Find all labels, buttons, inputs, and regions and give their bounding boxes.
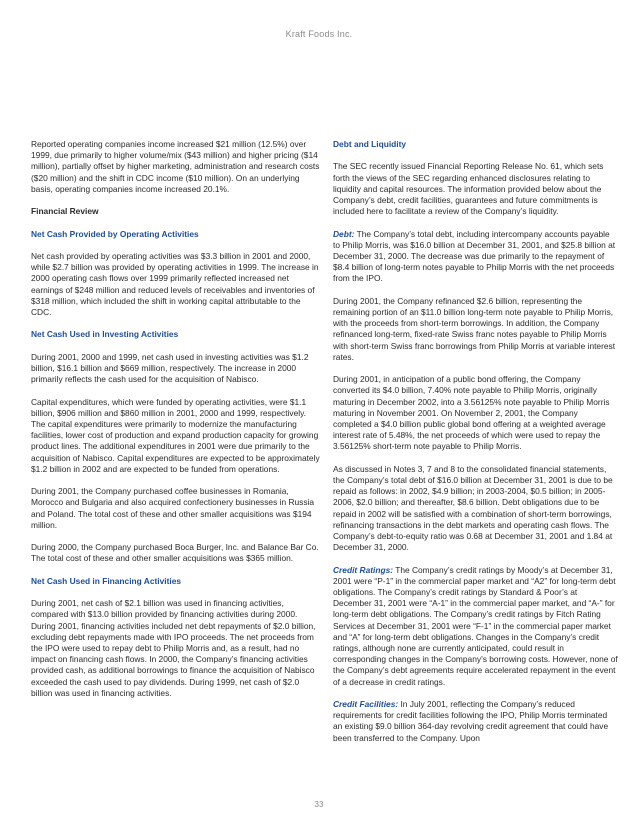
debt-lead: Debt: [333, 228, 355, 239]
paragraph-investing-1: During 2001, 2000 and 1999, net cash used in investing activities was $1.2 billion, $16.1 billion and $669 million, respectively. The increase in 2000 primarily reflects the cash used for the acquisition of Nabisco. [31, 351, 309, 385]
company-header: Kraft Foods Inc. [285, 29, 353, 39]
heading-operating-activities: Net Cash Provided by Operating Activities [31, 228, 199, 239]
paragraph-debt [333, 229, 618, 285]
heading-financing-activities: Net Cash Used in Financing Activities [31, 575, 182, 586]
credit-facilities-text: In July 2001, reflecting the Company’s reduced requirements for credit facilities following the IPO, Philip Morris terminated an existing $9.0 billion 364-day revolving credit agreement that could have been transferred to the Company. Upon [333, 699, 609, 743]
paragraph-financing-activities: During 2001, net cash of $2.1 billion was used in financing activities, compared with $13.0 billion provided by financing activities during 2000. During 2001, financing activities included net debt repayments of $2.0 billion, excluding debt repayments made with IPO proceeds. The net proceeds from the IPO were used to repay debt to Philip Morris and, as a result, had no impact on financing cash flows. In 2000, the Company’s financing activities provided cash, as additional borrowings to finance the acquisition of Nabisco exceeded the cash used to pay dividends. During 1999, net cash of $2.0 billion was used in financing activities. [31, 598, 316, 698]
paragraph-capital-expenditures: Capital expenditures, which were funded by operating activities, were $1.1 billion, $906 million and $860 million in 2001, 2000 and 1999, respectively. The capital expenditures were primarily to modernize the manufacturing facilities, lower cost of production and expand production capacity for growing product lines. The additional expenditures in 2001 were due primarily to the acquisition of Nabisco. Capital expenditures are expected to be approximately $1.2 billion in 2002 and are expected to be funded from operations. [31, 396, 320, 474]
paragraph-refinance: During 2001, the Company refinanced $2.6 billion, representing the remaining portion of an $11.0 billion long-term note payable to Philip Morris, with the proceeds from short-term borrowings. In addition, the Company refinanced long-term, fixed-rate Swiss franc notes payable to Philip Morris with short-term Swiss franc borrowings from Philip Morris at variable interest rates. [333, 295, 616, 362]
right-column [333, 139, 618, 755]
paragraph-acquisitions-2000: During 2000, the Company purchased Boca Burger, Inc. and Balance Bar Co. The total cost of these and other smaller acquisitions was $365 million. [31, 542, 319, 564]
paragraph-credit-facilities [333, 699, 618, 744]
credit-ratings-text: The Company’s credit ratings by Moody’s at December 31, 2001 were “P-1” in the commercial paper market and “A2” for long-term debt obligations. The Company’s credit ratings by Standard & Poor’s at December 31, 2001 were “A-1” in the commercial paper market, and “A-” for long-term debt obligations. The Company’s credit ratings by Fitch Rating Services at December 31, 2001 were “F-1” in the commercial paper market and “A” for long-term debt obligations. Changes in the Company’s credit ratings, although none are currently anticipated, could result in corresponding changes in the Company’s borrowing costs. However, none of the Company’s debt agreements require accelerated repayment in the event of a decrease in credit ratings. [333, 564, 618, 687]
paragraph-operating-income: Reported operating companies income increased $21 million (12.5%) over 1999, due primarily to higher volume/mix ($43 million) and higher pricing ($14 million), partially offset by higher marketing, administration and research costs ($20 million) and the shift in CDC income ($10 million). On an underlying basis, operating companies income increased 20.1%. [31, 139, 320, 194]
heading-financial-review: Financial Review [31, 206, 99, 217]
paragraph-sec-release: The SEC recently issued Financial Reporting Release No. 61, which sets forth the views of the SEC regarding enhanced disclosures relating to liquidity and capital resources. The information provided below about the Company’s debt, credit facilities, guarantees and future commitments is included here to facilitate a review of the Company’s liquidity. [333, 161, 604, 217]
paragraph-credit-ratings [333, 565, 618, 688]
credit-facilities-lead: Credit Facilities: [333, 699, 399, 710]
debt-text: The Company’s total debt, including intercompany accounts payable to Philip Morris, was $16.0 billion at December 31, 2001, and $25.8 billion at December 31, 2000. The decrease was due primarily to the repayment of $8.4 billion of long-term notes payable to Philip Morris with the net proceeds from the IPO. [333, 228, 616, 284]
page-number: 33 [314, 800, 324, 809]
paragraph-operating-activities: Net cash provided by operating activities was $3.3 billion in 2001 and 2000, while $2.7 billion was provided by operating activities in 1999. The increase in 2000 operating cash flows over 1999 primarily reflected increased net earnings of $248 million and reduced levels of receivables and inventories of $318 million, which included the shift in working capital attributable to the CDC. [31, 250, 319, 317]
left-column [31, 139, 321, 710]
heading-debt-liquidity: Debt and Liquidity [333, 139, 407, 149]
paragraph-debt-repayment: As discussed in Notes 3, 7 and 8 to the consolidated financial statements, the Company’s total debt of $16.0 billion at December 31, 2001 is due to be repaid as follows: in 2002, $4.9 billion; in 2003-2004, $0.5 billion; in 2005-2006, $2.0 billion; and thereafter, $8.6 billion. Debt obligations due to be repaid in 2002 will be satisfied with a combination of short-term borrowings, refinancing transactions in the debt markets and operating cash flows. The Company’s debt-to-equity ratio was 0.68 at December 31, 2001 and 1.84 at December 31, 2000. [333, 463, 613, 553]
paragraph-bond-offering: During 2001, in anticipation of a public bond offering, the Company converted its $4.0 billion, 7.40% note payable to Philip Morris, originally maturing in December 2002, into a 3.56125% note payable to Philip Morris maturing in November 2001. On November 2, 2001, the Company completed a $4.0 billion public global bond offering at a weighted average interest rate of 5.48%, the net proceeds of which were used to repay the 3.56125% short-term note payable to Philip Morris. [333, 374, 610, 452]
credit-ratings-lead: Credit Ratings: [333, 564, 394, 575]
heading-investing-activities: Net Cash Used in Investing Activities [31, 329, 179, 340]
paragraph-acquisitions-2001: During 2001, the Company purchased coffee businesses in Romania, Morocco and Bulgaria and also acquired confectionery businesses in Russia and Poland. The total cost of these and other smaller acquisitions was $194 million. [31, 486, 315, 530]
